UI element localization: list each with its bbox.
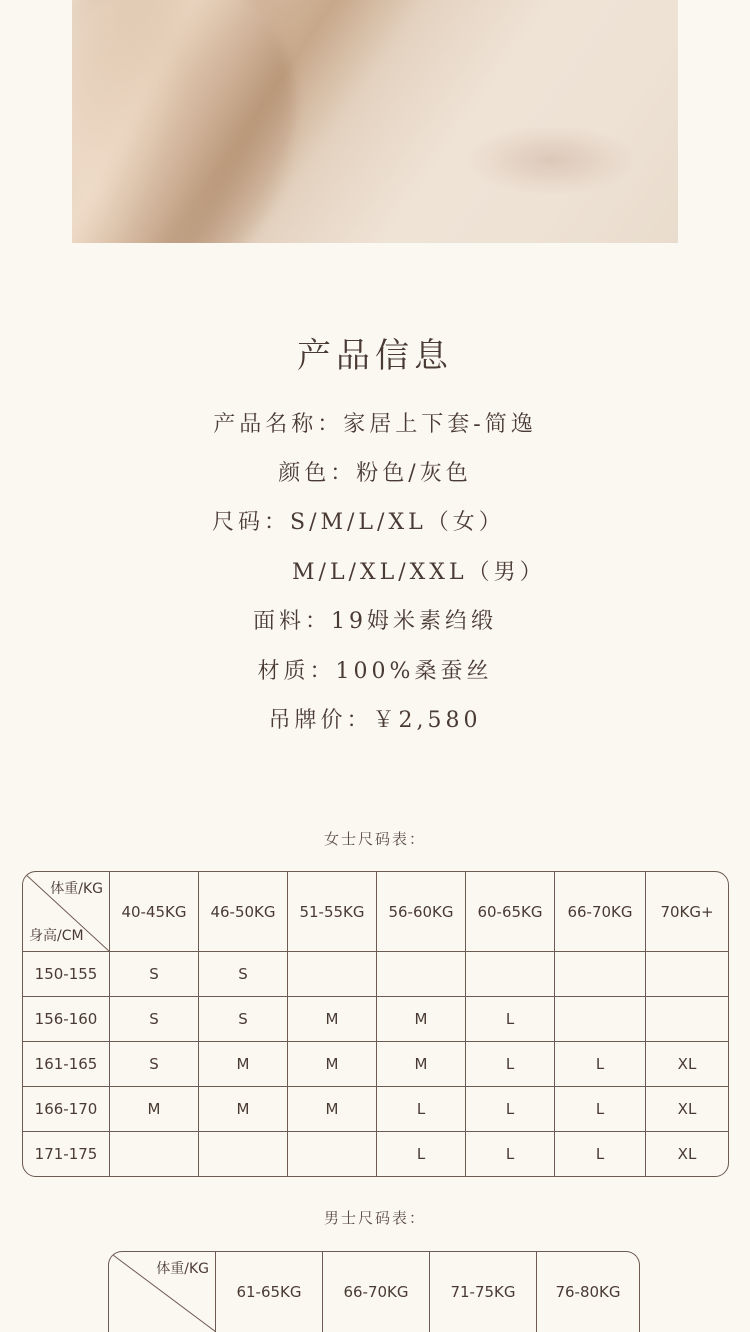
size-cell: S [110, 952, 199, 997]
row-header: 156-160 [23, 997, 110, 1042]
size-cell: L [466, 1087, 555, 1132]
column-header: 70KG+ [646, 872, 728, 952]
size-cell: S [199, 952, 288, 997]
women-size-chart-caption: 女士尺码表： [323, 830, 426, 848]
column-header: 76-80KG [555, 1283, 621, 1301]
column-header: 66-70KG [555, 872, 646, 952]
size-cell: L [555, 1087, 646, 1132]
product-size-men: M/L/XL/XXL（男） [292, 560, 546, 585]
table-row [23, 997, 728, 1042]
size-cell: M [199, 1087, 288, 1132]
column-header: 46-50KG [199, 872, 288, 952]
table-corner-cell [109, 1252, 216, 1332]
product-material: 材质：100%桑蚕丝 [257, 659, 493, 684]
size-cell [199, 1132, 288, 1176]
size-cell: M [288, 1087, 377, 1132]
size-cell: M [110, 1087, 199, 1132]
table-row [23, 1087, 728, 1132]
size-cell: L [555, 1132, 646, 1176]
size-cell: M [377, 1042, 466, 1087]
size-cell [646, 952, 728, 997]
size-cell [466, 952, 555, 997]
size-cell: XL [646, 1087, 728, 1132]
size-cell: XL [677, 1145, 697, 1163]
size-cell [555, 997, 646, 1042]
size-cell [646, 997, 728, 1042]
row-header: 150-155 [23, 952, 110, 997]
size-cell: XL [646, 1042, 728, 1087]
height-axis-label: 身高/CM [29, 928, 84, 944]
size-cell: M [288, 997, 377, 1042]
size-cell: L [466, 997, 555, 1042]
table-header-row [23, 872, 728, 952]
product-size-women: 尺码：S/M/L/XL（女） [212, 510, 505, 535]
product-price: 吊牌价：￥2,580 [268, 708, 482, 733]
column-header: 61-65KG [216, 1252, 323, 1332]
size-cell [288, 1132, 377, 1176]
column-header: 66-70KG [323, 1252, 430, 1332]
row-header: 166-170 [23, 1087, 110, 1132]
weight-axis-label: 体重/KG [156, 1261, 209, 1277]
size-cell [288, 952, 377, 997]
size-cell [555, 952, 646, 997]
table-header-row [109, 1252, 639, 1332]
size-cell: S [199, 997, 288, 1042]
column-header: 71-75KG [430, 1252, 537, 1332]
row-header: 171-175 [23, 1132, 110, 1176]
size-cell [110, 1132, 199, 1176]
men-size-table [108, 1251, 640, 1332]
size-cell: L [555, 1042, 646, 1087]
men-size-chart-caption: 男士尺码表： [323, 1209, 426, 1227]
table-row [23, 1132, 728, 1176]
size-cell: S [110, 1042, 199, 1087]
column-header: 51-55KG [288, 872, 377, 952]
column-header: 60-65KG [466, 872, 555, 952]
section-title: 产品信息 [297, 336, 453, 376]
product-fabric: 面料：19姆米素绉缎 [253, 609, 497, 634]
size-cell: L [377, 1132, 466, 1176]
column-header: 56-60KG [377, 872, 466, 952]
product-fabric-photo [72, 0, 678, 243]
size-cell: M [377, 997, 466, 1042]
size-cell: L [466, 1042, 555, 1087]
column-header: 40-45KG [110, 872, 199, 952]
women-size-table [22, 871, 729, 1177]
product-color: 颜色：粉色/灰色 [278, 461, 472, 486]
product-name: 产品名称：家居上下套-简逸 [213, 412, 537, 437]
size-cell: S [110, 997, 199, 1042]
row-header: 161-165 [23, 1042, 110, 1087]
weight-axis-label: 体重/KG [50, 881, 103, 897]
table-row [23, 952, 728, 997]
size-cell: M [199, 1042, 288, 1087]
size-cell: L [466, 1132, 555, 1176]
size-cell: L [377, 1087, 466, 1132]
table-corner-cell [23, 872, 110, 952]
table-row [23, 1042, 728, 1087]
size-cell [377, 952, 466, 997]
size-cell: M [288, 1042, 377, 1087]
